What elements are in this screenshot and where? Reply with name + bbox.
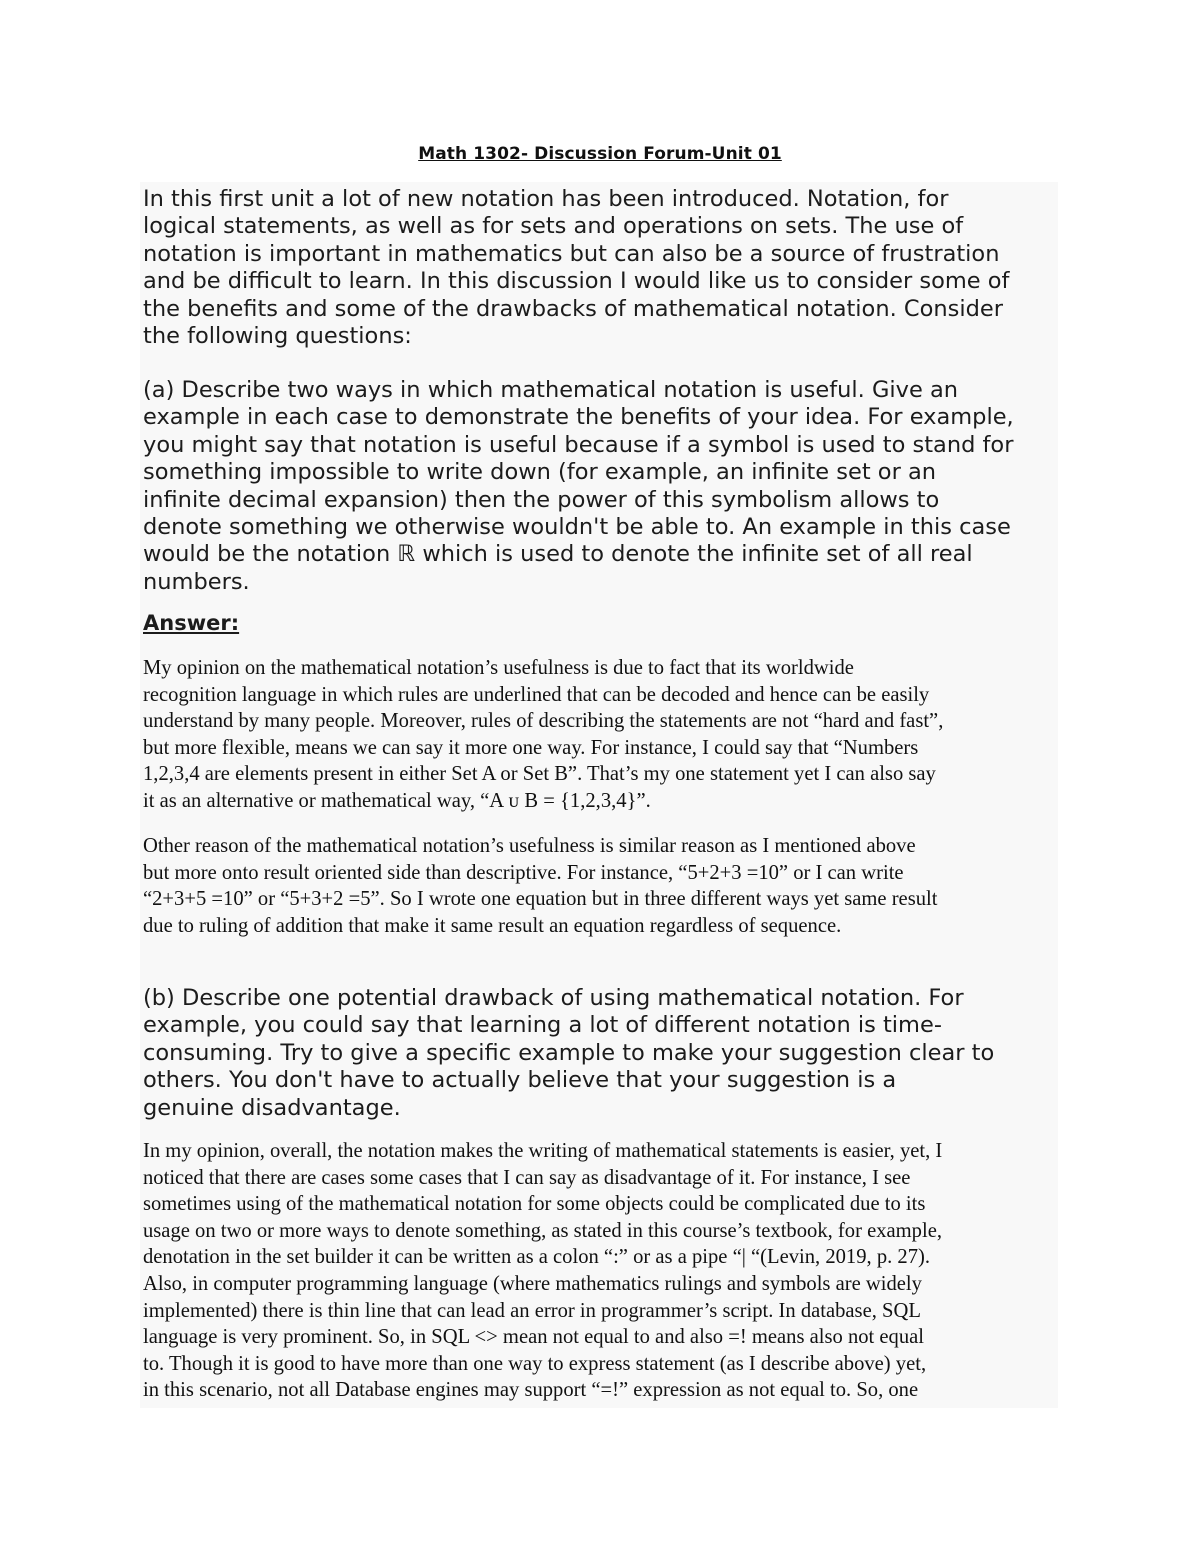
answer-b-paragraph-1: In my opinion, overall, the notation makes the writing of mathematical statements is easier, yet, I noticed that there are cases some cases that I can say as disadvantage of it. For instance, I see sometimes using of the mathematical notation for some objects could be complicated due to its usage on two or more ways to denote something, as stated in this course’s textbook, for example, denotation in the set builder it can be written as a colon “:” or as a pipe “| “(Levin, 2019, p. 27). Also, in computer programming language (where mathematics rulings and symbols are widely implemented) there is thin line that can lead an error in programmer’s script. In database, SQL language is very prominent. So, in SQL <> mean not equal to and also =! means also not equal to. Though it is good to have more than one way to express statement (as I describe above) yet, in this scenario, not all Database engines may support “=!” expression as not equal to. So, one <box>143 1140 943 1402</box>
answer-heading: Answer: <box>143 611 240 635</box>
document-title: Math 1302- Discussion Forum-Unit 01 <box>418 144 782 164</box>
question-a-paragraph: (a) Describe two ways in which mathematical notation is useful. Give an example in each case to demonstrate the benefits of your idea. For example, you might say that notation is useful because if a symbol is used to stand for something impossible to write down (for example, an infinite set or an infinite decimal expansion) then the power of this symbolism allows to denote something we otherwise wouldn't be able to. An example in this case would be the notation ℝ which is used to denote the infinite set of all real numbers. <box>143 377 1014 595</box>
answer-a-paragraph-1: My opinion on the mathematical notation’s usefulness is due to fact that its worldwide recognition language in which rules are underlined that can be decoded and hence can be easily understand by many people. Moreover, rules of describing the statements are not “hard and fast”, but more flexible, means we can say it more one way. For instance, I could say that “Numbers 1,2,3,4 are elements present in either Set A or Set B”. That’s my one statement yet I can also say it as an alternative or mathematical way, “A ᴜ B = {1,2,3,4}”. <box>143 657 944 812</box>
question-b-paragraph: (b) Describe one potential drawback of using mathematical notation. For example, you could say that learning a lot of different notation is time- consuming. Try to give a specific example to make your suggestion clear to others. You don't have to actually believe that your suggestion is a genuine disadvantage. <box>143 985 995 1121</box>
answer-a-paragraph-2: Other reason of the mathematical notation’s usefulness is similar reason as I mentioned above but more onto result oriented side than descriptive. For instance, “5+2+3 =10” or I can write “2+3+5 =10” or “5+3+2 =5”. So I wrote one equation but in three different ways yet same result due to ruling of addition that make it same result an equation regardless of sequence. <box>143 835 938 937</box>
intro-paragraph: In this first unit a lot of new notation has been introduced. Notation, for logical statements, as well as for sets and operations on sets. The use of notation is important in mathematics but can also be a source of frustration and be difficult to learn. In this discussion I would like us to consider some of the benefits and some of the drawbacks of mathematical notation. Consider the following questions: <box>143 186 1010 350</box>
